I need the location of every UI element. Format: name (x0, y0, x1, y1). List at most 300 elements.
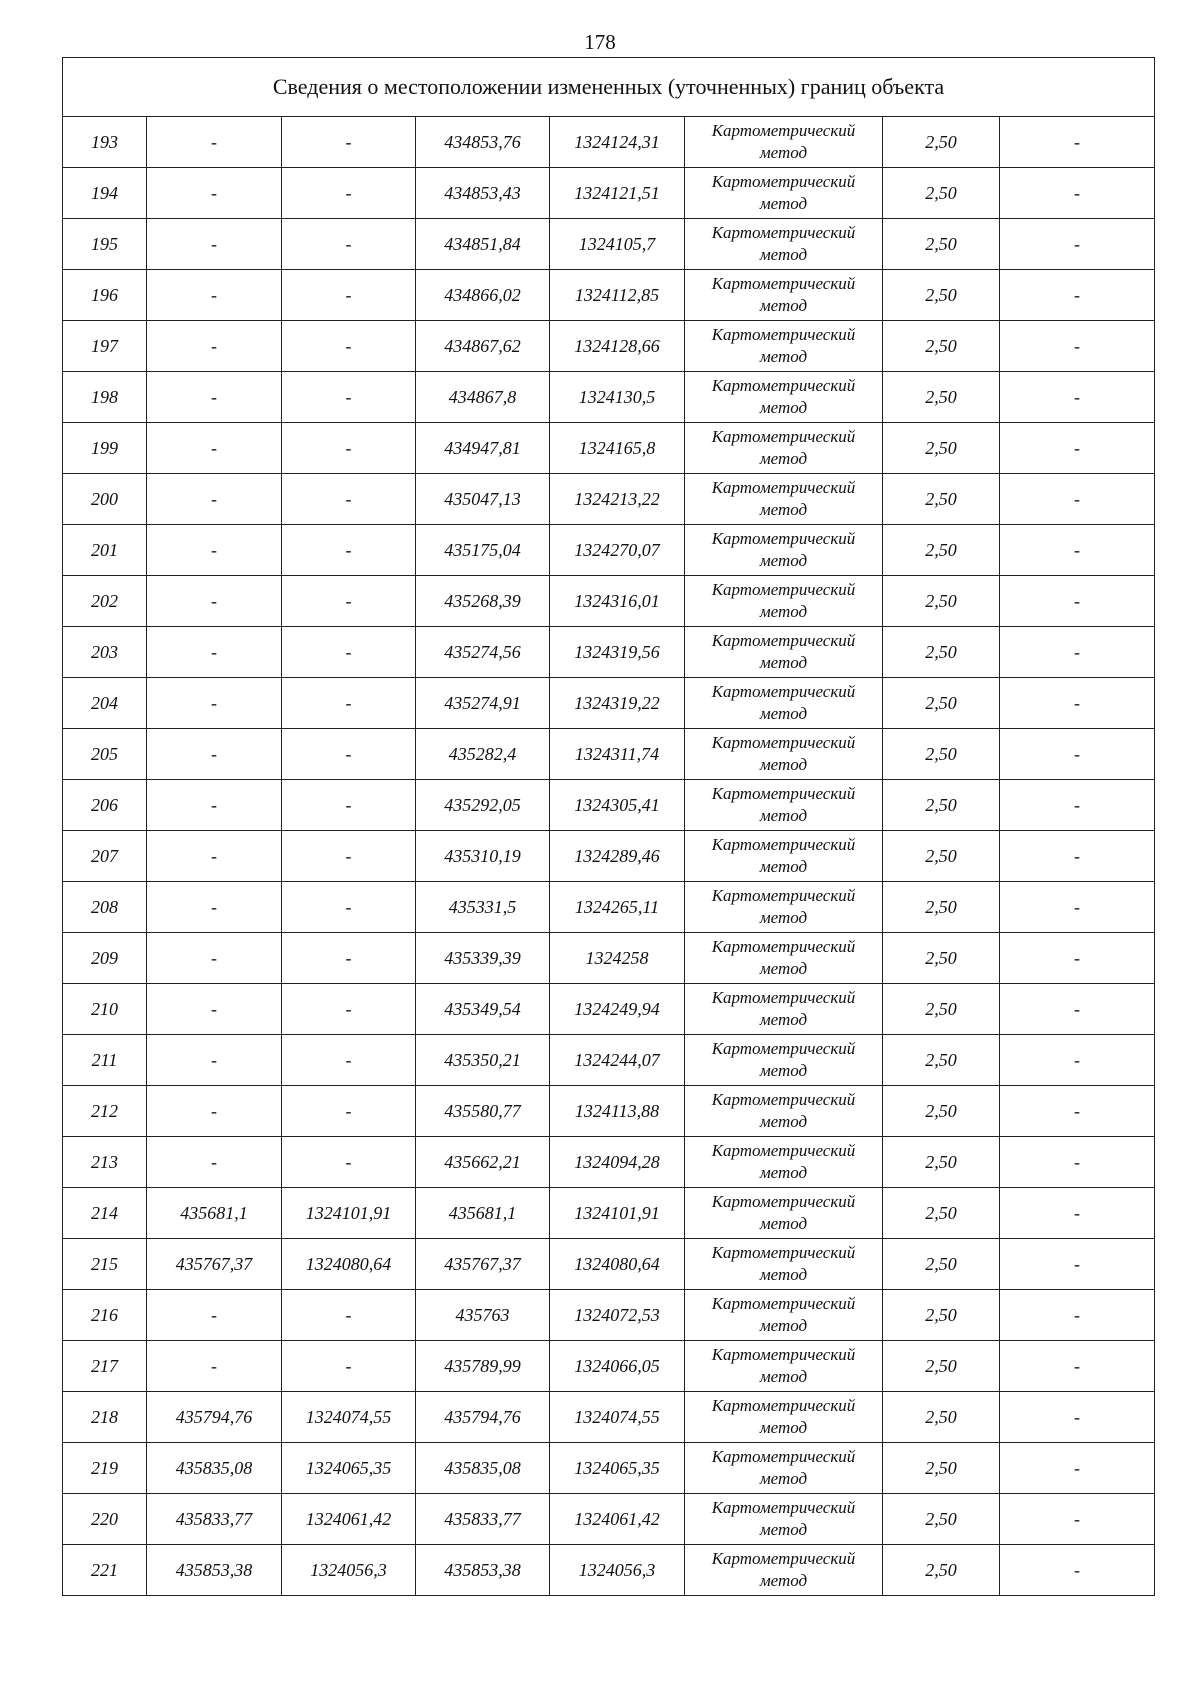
table-row (63, 1443, 1155, 1494)
accuracy-cell: 2,50 (883, 984, 1000, 1035)
method-line: Картометрический (711, 1345, 856, 1364)
accuracy-cell: 2,50 (883, 1188, 1000, 1239)
note-cell: - (1000, 117, 1155, 168)
y-old-cell: - (282, 219, 416, 270)
note-cell: - (1000, 576, 1155, 627)
method-line: метод (759, 806, 808, 825)
point-number-cell: 193 (63, 117, 147, 168)
point-number-cell: 203 (63, 627, 147, 678)
x-new-cell: 435331,5 (416, 882, 550, 933)
method-line: Картометрический (711, 937, 856, 956)
point-number-cell: 216 (63, 1290, 147, 1341)
table-row (63, 1290, 1155, 1341)
y-old-cell: 1324065,35 (282, 1443, 416, 1494)
x-new-cell: 435274,56 (416, 627, 550, 678)
method-line: Картометрический (711, 427, 856, 446)
method-line: метод (759, 1214, 808, 1233)
x-old-cell: - (147, 627, 282, 678)
method-cell (685, 372, 883, 423)
y-new-cell: 1324305,41 (550, 780, 685, 831)
table-row (63, 1494, 1155, 1545)
y-new-cell: 1324319,22 (550, 678, 685, 729)
note-cell: - (1000, 321, 1155, 372)
accuracy-cell: 2,50 (883, 1494, 1000, 1545)
x-old-cell: - (147, 1137, 282, 1188)
table-row (63, 933, 1155, 984)
accuracy-cell: 2,50 (883, 1239, 1000, 1290)
point-number-cell: 208 (63, 882, 147, 933)
point-number-cell: 199 (63, 423, 147, 474)
method-cell (685, 1086, 883, 1137)
point-number-cell: 209 (63, 933, 147, 984)
table-row (63, 1188, 1155, 1239)
accuracy-cell: 2,50 (883, 168, 1000, 219)
y-old-cell: - (282, 1290, 416, 1341)
y-new-cell: 1324244,07 (550, 1035, 685, 1086)
y-new-cell: 1324213,22 (550, 474, 685, 525)
point-number-cell: 220 (63, 1494, 147, 1545)
x-new-cell: 435349,54 (416, 984, 550, 1035)
point-number-cell: 211 (63, 1035, 147, 1086)
note-cell: - (1000, 984, 1155, 1035)
method-line: метод (759, 704, 808, 723)
method-cell (685, 423, 883, 474)
note-cell: - (1000, 627, 1155, 678)
note-cell: - (1000, 1392, 1155, 1443)
x-old-cell: - (147, 984, 282, 1035)
note-cell: - (1000, 882, 1155, 933)
x-new-cell: 435794,76 (416, 1392, 550, 1443)
note-cell: - (1000, 1443, 1155, 1494)
point-number-cell: 213 (63, 1137, 147, 1188)
y-old-cell: - (282, 1086, 416, 1137)
note-cell: - (1000, 1188, 1155, 1239)
point-number-cell: 196 (63, 270, 147, 321)
y-old-cell: - (282, 984, 416, 1035)
x-new-cell: 435833,77 (416, 1494, 550, 1545)
method-line: Картометрический (711, 274, 856, 293)
method-cell (685, 1035, 883, 1086)
accuracy-cell: 2,50 (883, 1137, 1000, 1188)
table-row (63, 729, 1155, 780)
method-line: Картометрический (711, 1294, 856, 1313)
y-old-cell: - (282, 117, 416, 168)
method-line: Картометрический (711, 325, 856, 344)
accuracy-cell: 2,50 (883, 423, 1000, 474)
method-line: метод (759, 1316, 808, 1335)
table-row (63, 882, 1155, 933)
method-line: Картометрический (711, 1141, 856, 1160)
y-old-cell: - (282, 372, 416, 423)
table-row (63, 1035, 1155, 1086)
point-number-cell: 212 (63, 1086, 147, 1137)
method-line: метод (759, 143, 808, 162)
point-number-cell: 214 (63, 1188, 147, 1239)
table-title: Сведения о местоположении измененных (уточненных) границ объекта (63, 58, 1155, 117)
x-old-cell: - (147, 321, 282, 372)
table-row (63, 1545, 1155, 1596)
method-cell (685, 1239, 883, 1290)
point-number-cell: 219 (63, 1443, 147, 1494)
y-old-cell: 1324056,3 (282, 1545, 416, 1596)
x-old-cell: 435835,08 (147, 1443, 282, 1494)
method-line: метод (759, 908, 808, 927)
method-line: метод (759, 398, 808, 417)
method-line: метод (759, 1265, 808, 1284)
note-cell: - (1000, 1545, 1155, 1596)
y-new-cell: 1324124,31 (550, 117, 685, 168)
method-cell (685, 1545, 883, 1596)
x-new-cell: 435175,04 (416, 525, 550, 576)
y-old-cell: - (282, 831, 416, 882)
x-old-cell: - (147, 474, 282, 525)
point-number-cell: 202 (63, 576, 147, 627)
x-old-cell: - (147, 831, 282, 882)
method-cell (685, 219, 883, 270)
method-cell (685, 831, 883, 882)
x-old-cell: - (147, 270, 282, 321)
x-new-cell: 435853,38 (416, 1545, 550, 1596)
method-line: Картометрический (711, 478, 856, 497)
accuracy-cell: 2,50 (883, 882, 1000, 933)
method-line: Картометрический (711, 631, 856, 650)
accuracy-cell: 2,50 (883, 729, 1000, 780)
method-line: Картометрический (711, 733, 856, 752)
note-cell: - (1000, 1137, 1155, 1188)
x-new-cell: 435282,4 (416, 729, 550, 780)
method-line: Картометрический (711, 1396, 856, 1415)
x-new-cell: 435047,13 (416, 474, 550, 525)
note-cell: - (1000, 219, 1155, 270)
table-row (63, 321, 1155, 372)
x-old-cell: - (147, 678, 282, 729)
accuracy-cell: 2,50 (883, 678, 1000, 729)
method-cell (685, 474, 883, 525)
point-number-cell: 197 (63, 321, 147, 372)
x-new-cell: 435350,21 (416, 1035, 550, 1086)
y-new-cell: 1324074,55 (550, 1392, 685, 1443)
y-new-cell: 1324112,85 (550, 270, 685, 321)
point-number-cell: 200 (63, 474, 147, 525)
x-old-cell: - (147, 423, 282, 474)
x-old-cell: - (147, 117, 282, 168)
method-line: метод (759, 245, 808, 264)
y-old-cell: - (282, 474, 416, 525)
y-new-cell: 1324066,05 (550, 1341, 685, 1392)
note-cell: - (1000, 1290, 1155, 1341)
point-number-cell: 221 (63, 1545, 147, 1596)
method-line: Картометрический (711, 121, 856, 140)
x-new-cell: 435789,99 (416, 1341, 550, 1392)
y-new-cell: 1324165,8 (550, 423, 685, 474)
y-old-cell: - (282, 933, 416, 984)
method-cell (685, 576, 883, 627)
method-line: метод (759, 1061, 808, 1080)
method-line: Картометрический (711, 1090, 856, 1109)
x-new-cell: 434853,76 (416, 117, 550, 168)
x-old-cell: - (147, 780, 282, 831)
accuracy-cell: 2,50 (883, 372, 1000, 423)
method-cell (685, 984, 883, 1035)
y-new-cell: 1324056,3 (550, 1545, 685, 1596)
y-old-cell: - (282, 627, 416, 678)
y-old-cell: - (282, 423, 416, 474)
x-old-cell: - (147, 729, 282, 780)
note-cell: - (1000, 372, 1155, 423)
y-old-cell: - (282, 168, 416, 219)
accuracy-cell: 2,50 (883, 1392, 1000, 1443)
x-old-cell: - (147, 1035, 282, 1086)
point-number-cell: 201 (63, 525, 147, 576)
method-line: метод (759, 755, 808, 774)
y-new-cell: 1324265,11 (550, 882, 685, 933)
method-line: Картометрический (711, 223, 856, 242)
x-new-cell: 435835,08 (416, 1443, 550, 1494)
method-cell (685, 321, 883, 372)
point-number-cell: 195 (63, 219, 147, 270)
y-new-cell: 1324080,64 (550, 1239, 685, 1290)
method-line: Картометрический (711, 682, 856, 701)
x-old-cell: - (147, 882, 282, 933)
accuracy-cell: 2,50 (883, 576, 1000, 627)
table-row (63, 525, 1155, 576)
method-line: метод (759, 1571, 808, 1590)
table-row (63, 1392, 1155, 1443)
accuracy-cell: 2,50 (883, 525, 1000, 576)
x-new-cell: 435268,39 (416, 576, 550, 627)
y-old-cell: - (282, 1341, 416, 1392)
accuracy-cell: 2,50 (883, 627, 1000, 678)
y-new-cell: 1324316,01 (550, 576, 685, 627)
accuracy-cell: 2,50 (883, 1086, 1000, 1137)
table-row (63, 1341, 1155, 1392)
note-cell: - (1000, 933, 1155, 984)
method-cell (685, 525, 883, 576)
x-new-cell: 435662,21 (416, 1137, 550, 1188)
y-old-cell: - (282, 270, 416, 321)
table-title-row (63, 58, 1155, 117)
method-cell (685, 1188, 883, 1239)
method-cell (685, 1341, 883, 1392)
y-new-cell: 1324121,51 (550, 168, 685, 219)
method-line: метод (759, 1469, 808, 1488)
x-new-cell: 434867,8 (416, 372, 550, 423)
x-old-cell: - (147, 219, 282, 270)
method-line: Картометрический (711, 1498, 856, 1517)
accuracy-cell: 2,50 (883, 831, 1000, 882)
method-line: метод (759, 296, 808, 315)
page-number: 178 (584, 30, 616, 54)
table-row (63, 1137, 1155, 1188)
accuracy-cell: 2,50 (883, 1341, 1000, 1392)
y-old-cell: 1324074,55 (282, 1392, 416, 1443)
method-cell (685, 678, 883, 729)
y-new-cell: 1324319,56 (550, 627, 685, 678)
table-row (63, 678, 1155, 729)
x-new-cell: 434853,43 (416, 168, 550, 219)
table-row (63, 831, 1155, 882)
x-old-cell: - (147, 1290, 282, 1341)
note-cell: - (1000, 1341, 1155, 1392)
y-old-cell: - (282, 780, 416, 831)
point-number-cell: 198 (63, 372, 147, 423)
method-line: Картометрический (711, 835, 856, 854)
y-old-cell: - (282, 576, 416, 627)
point-number-cell: 194 (63, 168, 147, 219)
method-line: Картометрический (711, 529, 856, 548)
y-new-cell: 1324094,28 (550, 1137, 685, 1188)
x-new-cell: 435310,19 (416, 831, 550, 882)
accuracy-cell: 2,50 (883, 219, 1000, 270)
accuracy-cell: 2,50 (883, 780, 1000, 831)
y-old-cell: - (282, 678, 416, 729)
table-row (63, 627, 1155, 678)
method-line: метод (759, 347, 808, 366)
method-line: метод (759, 602, 808, 621)
y-new-cell: 1324289,46 (550, 831, 685, 882)
table-row (63, 423, 1155, 474)
x-new-cell: 435767,37 (416, 1239, 550, 1290)
method-cell (685, 270, 883, 321)
method-line: Картометрический (711, 1192, 856, 1211)
method-cell (685, 780, 883, 831)
note-cell: - (1000, 1086, 1155, 1137)
method-line: Картометрический (711, 784, 856, 803)
x-old-cell: - (147, 1086, 282, 1137)
accuracy-cell: 2,50 (883, 321, 1000, 372)
method-cell (685, 117, 883, 168)
y-new-cell: 1324072,53 (550, 1290, 685, 1341)
method-line: Картометрический (711, 1039, 856, 1058)
method-line: метод (759, 551, 808, 570)
x-old-cell: 435681,1 (147, 1188, 282, 1239)
x-old-cell: - (147, 372, 282, 423)
method-line: Картометрический (711, 988, 856, 1007)
method-line: метод (759, 1010, 808, 1029)
method-line: метод (759, 1163, 808, 1182)
x-old-cell: - (147, 576, 282, 627)
y-new-cell: 1324130,5 (550, 372, 685, 423)
table-row (63, 780, 1155, 831)
point-number-cell: 215 (63, 1239, 147, 1290)
note-cell: - (1000, 780, 1155, 831)
table-row (63, 1086, 1155, 1137)
x-new-cell: 435681,1 (416, 1188, 550, 1239)
y-new-cell: 1324105,7 (550, 219, 685, 270)
method-line: метод (759, 857, 808, 876)
method-cell (685, 1290, 883, 1341)
method-cell (685, 1137, 883, 1188)
y-old-cell: 1324101,91 (282, 1188, 416, 1239)
note-cell: - (1000, 678, 1155, 729)
method-line: метод (759, 1418, 808, 1437)
x-new-cell: 435580,77 (416, 1086, 550, 1137)
y-new-cell: 1324311,74 (550, 729, 685, 780)
x-new-cell: 434947,81 (416, 423, 550, 474)
x-new-cell: 434851,84 (416, 219, 550, 270)
table-row (63, 270, 1155, 321)
y-old-cell: - (282, 525, 416, 576)
method-cell (685, 168, 883, 219)
table-row (63, 474, 1155, 525)
x-old-cell: - (147, 168, 282, 219)
x-new-cell: 435763 (416, 1290, 550, 1341)
accuracy-cell: 2,50 (883, 1545, 1000, 1596)
note-cell: - (1000, 1494, 1155, 1545)
y-old-cell: 1324061,42 (282, 1494, 416, 1545)
method-line: метод (759, 959, 808, 978)
y-old-cell: - (282, 882, 416, 933)
method-line: метод (759, 1112, 808, 1131)
point-number-cell: 204 (63, 678, 147, 729)
method-line: метод (759, 449, 808, 468)
table-row (63, 117, 1155, 168)
method-line: Картометрический (711, 172, 856, 191)
y-new-cell: 1324113,88 (550, 1086, 685, 1137)
y-new-cell: 1324128,66 (550, 321, 685, 372)
method-cell (685, 1443, 883, 1494)
table-row (63, 1239, 1155, 1290)
method-cell (685, 882, 883, 933)
note-cell: - (1000, 729, 1155, 780)
y-new-cell: 1324065,35 (550, 1443, 685, 1494)
method-line: Картометрический (711, 580, 856, 599)
x-new-cell: 435274,91 (416, 678, 550, 729)
method-line: Картометрический (711, 1243, 856, 1262)
note-cell: - (1000, 1239, 1155, 1290)
y-new-cell: 1324258 (550, 933, 685, 984)
x-old-cell: - (147, 933, 282, 984)
method-cell (685, 933, 883, 984)
method-cell (685, 1392, 883, 1443)
note-cell: - (1000, 270, 1155, 321)
point-number-cell: 218 (63, 1392, 147, 1443)
method-line: Картометрический (711, 886, 856, 905)
table-row (63, 168, 1155, 219)
accuracy-cell: 2,50 (883, 1290, 1000, 1341)
point-number-cell: 206 (63, 780, 147, 831)
x-new-cell: 434867,62 (416, 321, 550, 372)
y-new-cell: 1324101,91 (550, 1188, 685, 1239)
y-old-cell: - (282, 321, 416, 372)
point-number-cell: 217 (63, 1341, 147, 1392)
method-line: метод (759, 194, 808, 213)
point-number-cell: 210 (63, 984, 147, 1035)
y-old-cell: - (282, 1137, 416, 1188)
table-row (63, 372, 1155, 423)
x-old-cell: 435794,76 (147, 1392, 282, 1443)
x-old-cell: 435853,38 (147, 1545, 282, 1596)
method-cell (685, 627, 883, 678)
accuracy-cell: 2,50 (883, 474, 1000, 525)
accuracy-cell: 2,50 (883, 1443, 1000, 1494)
accuracy-cell: 2,50 (883, 270, 1000, 321)
note-cell: - (1000, 423, 1155, 474)
note-cell: - (1000, 474, 1155, 525)
x-new-cell: 435339,39 (416, 933, 550, 984)
y-old-cell: 1324080,64 (282, 1239, 416, 1290)
table-row (63, 984, 1155, 1035)
x-old-cell: 435767,37 (147, 1239, 282, 1290)
table-row (63, 576, 1155, 627)
note-cell: - (1000, 525, 1155, 576)
x-new-cell: 435292,05 (416, 780, 550, 831)
method-cell (685, 729, 883, 780)
method-line: метод (759, 653, 808, 672)
y-new-cell: 1324270,07 (550, 525, 685, 576)
x-old-cell: 435833,77 (147, 1494, 282, 1545)
method-line: метод (759, 500, 808, 519)
